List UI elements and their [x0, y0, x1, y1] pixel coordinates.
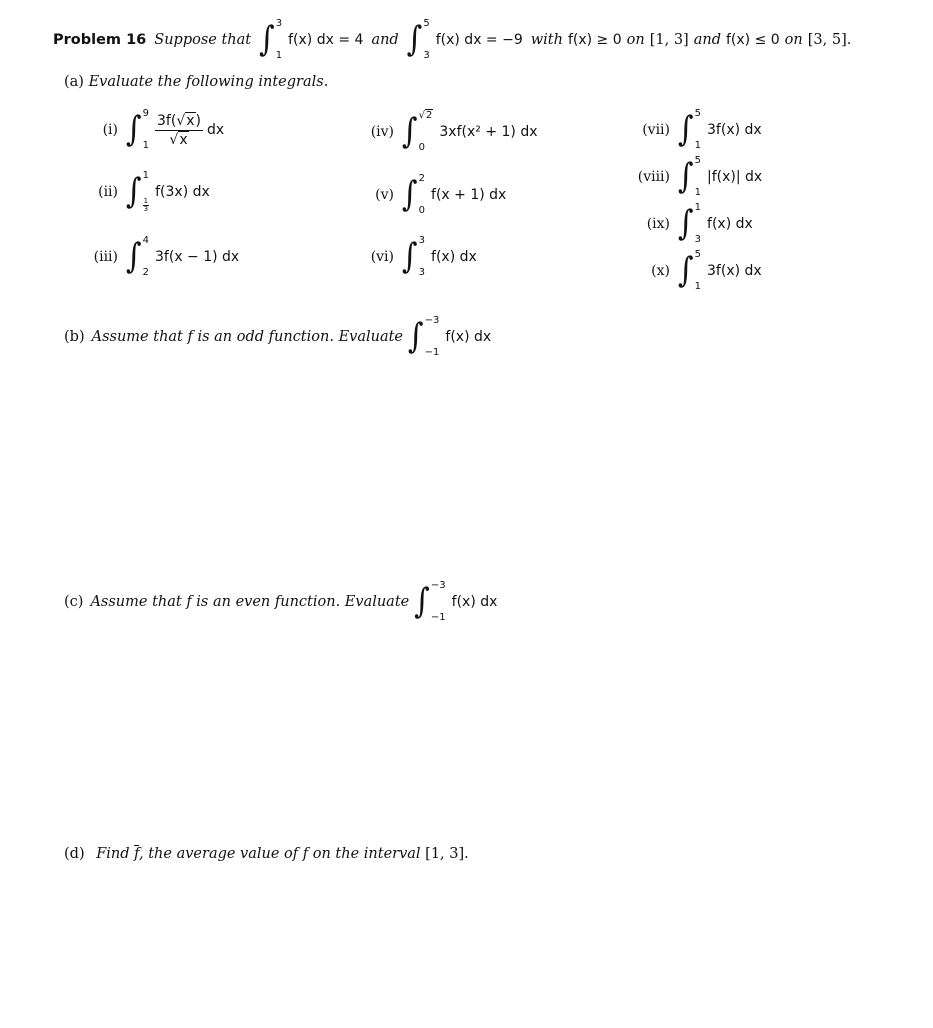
integral-given-2 — [407, 18, 523, 62]
integral-sign: ∫ — [402, 236, 418, 277]
part-d-text-pre: Find — [96, 846, 130, 862]
and-2: and — [693, 32, 721, 48]
f-bar-symbol: $\overline{f}$ — [134, 846, 140, 862]
lower-limit: 0 — [418, 142, 426, 153]
upper-limit: √2 — [418, 110, 433, 121]
item-label: (ii) — [98, 184, 118, 200]
integrand: f(3x) dx — [155, 184, 210, 200]
lower-limit: 2 — [142, 267, 150, 278]
interval-1: [1, 3] — [649, 32, 689, 48]
part-a-heading — [64, 74, 328, 90]
lower-limit-fraction: 1 3 — [143, 197, 149, 213]
integral-item-vii — [620, 108, 762, 152]
connector-and: and — [371, 32, 399, 48]
integral-sign: ∫ — [126, 236, 142, 277]
part-b-label: (b) — [64, 329, 85, 345]
integral-sign: ∫ — [414, 581, 430, 622]
lower-limit: 3 — [694, 234, 702, 245]
integral-sign: ∫ — [126, 171, 142, 212]
upper-limit: 4 — [142, 235, 150, 246]
part-b-text: Assume that f is an odd function. Evaluate — [91, 329, 404, 345]
lower-limit: 1 — [142, 140, 150, 151]
lower-limit: −1 — [430, 612, 446, 623]
numerator: 3f(√x) — [157, 112, 202, 129]
integral-item-x — [620, 249, 762, 293]
part-c-label: (c) — [64, 594, 84, 610]
integrand: |f(x)| dx — [707, 169, 763, 185]
integral-item-ii — [80, 170, 210, 214]
on-1: on — [626, 32, 645, 48]
integral-sign: ∫ — [678, 109, 694, 150]
upper-limit: 5 — [694, 249, 702, 260]
interval-2: [3, 5]. — [807, 32, 852, 48]
part-c — [64, 580, 497, 624]
integral-sign: ∫ — [408, 316, 424, 357]
upper-limit: −3 — [430, 580, 446, 591]
integrand: f(x) dx — [451, 594, 498, 610]
lower-limit: 1 — [694, 187, 702, 198]
lower-limit: 0 — [418, 205, 426, 216]
upper-limit: −3 — [424, 315, 440, 326]
upper-limit: 1 — [694, 202, 702, 213]
part-d — [64, 846, 469, 862]
integral-sign: ∫ — [126, 109, 142, 150]
fraction — [155, 113, 203, 148]
integral-item-i — [80, 108, 224, 152]
condition-2: f(x) ≤ 0 — [725, 32, 780, 48]
integral-item-iii — [80, 235, 239, 279]
item-label: (v) — [375, 187, 394, 203]
item-label: (ix) — [646, 216, 670, 232]
integrand: 3f(x) dx — [707, 122, 762, 138]
upper-limit: 5 — [423, 18, 430, 29]
integrand: 3f(x) dx — [707, 263, 762, 279]
item-label: (viii) — [637, 169, 670, 185]
lower-limit: 1 — [694, 281, 702, 292]
upper-limit: 5 — [694, 155, 702, 166]
upper-limit: 3 — [275, 18, 283, 29]
integrand: f(x) dx — [445, 329, 492, 345]
on-2: on — [784, 32, 803, 48]
upper-limit: 3 — [418, 235, 426, 246]
integrand: 3xf(x² + 1) dx — [439, 124, 538, 140]
lower-limit: 3 — [423, 50, 430, 61]
integral-sign: ∫ — [406, 19, 423, 60]
item-label: (vii) — [642, 122, 670, 138]
integrand: f(x) dx = −9 — [435, 32, 523, 48]
part-a-label: (a) — [64, 74, 84, 90]
integrand: f(x) dx — [707, 216, 753, 232]
integral-item-viii — [620, 155, 762, 199]
upper-limit: 9 — [142, 108, 150, 119]
lower-limit: 1 — [275, 50, 283, 61]
lower-limit: 3 — [418, 267, 426, 278]
problem-intro: Suppose that — [154, 32, 252, 48]
integral-item-v — [350, 173, 506, 217]
integral-given-1 — [259, 18, 363, 62]
integrand: f(x) dx — [431, 249, 477, 265]
upper-limit: 2 — [418, 173, 426, 184]
part-d-text-post: , the average value of f on the interval — [139, 846, 421, 862]
integral-item-iv — [350, 110, 538, 154]
part-c-text: Assume that f is an even function. Evaluate — [90, 594, 410, 610]
lower-limit: 1 — [694, 140, 702, 151]
integral-sign: ∫ — [678, 156, 694, 197]
condition-1: f(x) ≥ 0 — [567, 32, 622, 48]
integral-sign: ∫ — [259, 19, 275, 60]
problem-statement — [53, 20, 851, 60]
integral-sign: ∫ — [402, 174, 418, 215]
integral-sign: ∫ — [678, 250, 694, 291]
part-b — [64, 315, 491, 359]
condition-with: with — [530, 32, 563, 48]
integrand: 3f(x − 1) dx — [155, 249, 240, 265]
item-label: (iii) — [93, 249, 118, 265]
part-d-label: (d) — [64, 846, 85, 862]
item-label: (i) — [102, 122, 118, 138]
integral-item-ix — [620, 202, 753, 246]
differential: dx — [207, 122, 225, 138]
integrand: f(x) dx = 4 — [288, 32, 364, 48]
part-a-text: Evaluate the following integrals. — [88, 74, 329, 90]
part-d-interval: [1, 3]. — [425, 846, 469, 862]
upper-limit: 1 — [142, 170, 150, 181]
item-label: (vi) — [370, 249, 394, 265]
denominator: √x — [169, 131, 188, 148]
integral-sign: ∫ — [678, 203, 694, 244]
integral-sign: ∫ — [402, 111, 418, 152]
item-label: (x) — [651, 263, 670, 279]
lower-limit: −1 — [424, 347, 440, 358]
integrand: f(x + 1) dx — [431, 187, 507, 203]
upper-limit: 5 — [694, 108, 702, 119]
problem-title: Problem 16 — [53, 32, 147, 48]
item-label: (iv) — [370, 124, 394, 140]
integral-item-vi — [350, 235, 477, 279]
